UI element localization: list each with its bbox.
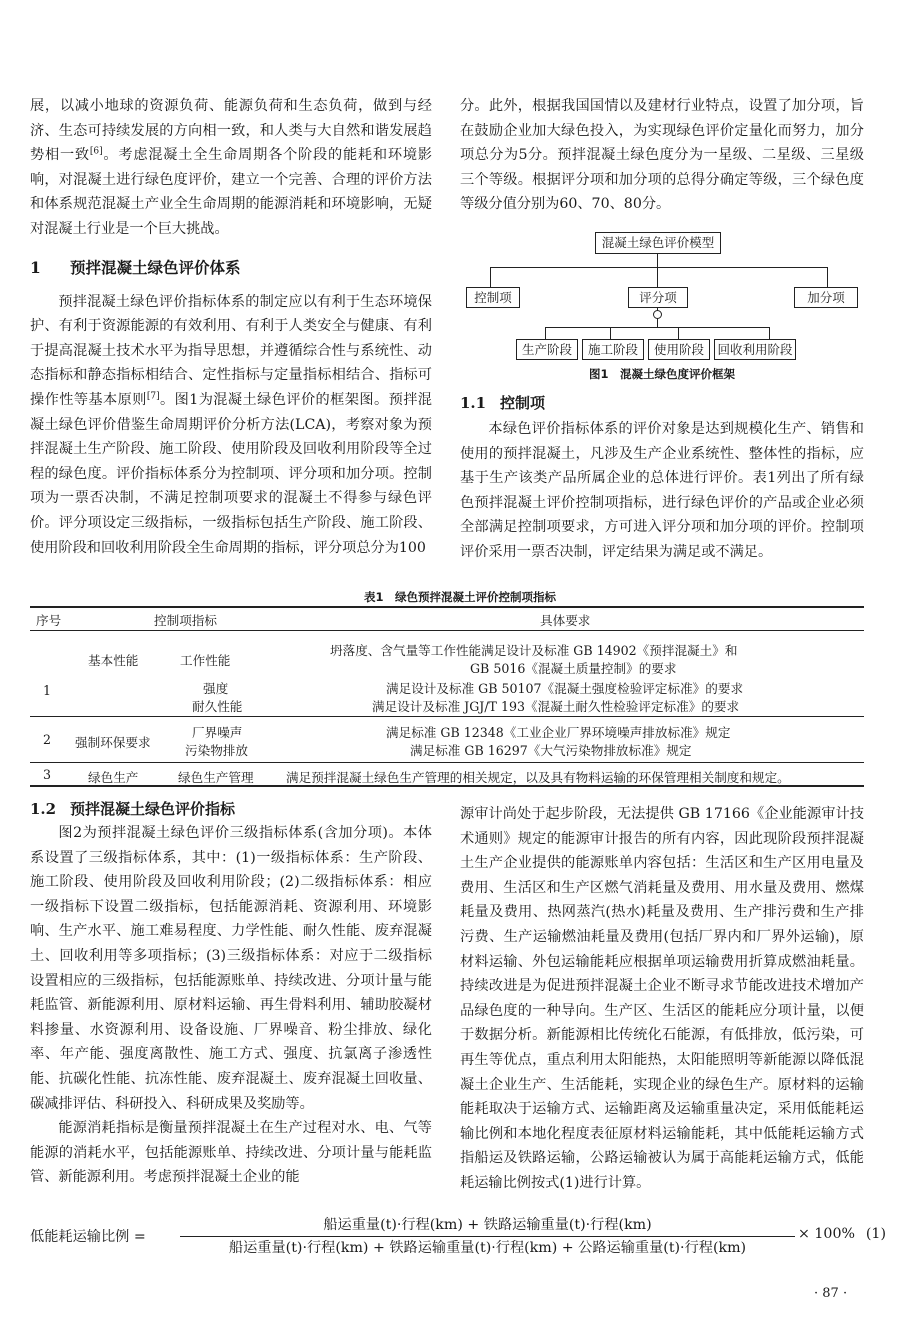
table-cell: 基本性能 <box>88 653 139 668</box>
diagram-node-stage: 施工阶段 <box>582 339 644 360</box>
diagram-node-control: 控制项 <box>466 287 520 308</box>
right-paragraph-2: 本绿色评价指标体系的评价对象是达到规模化生产、销售和使用的预拌混凝土，凡涉及生产企业系统性、整体性的指标，应基于生产该类产品所属企业的总体进行评价。表1列出了所有绿色预拌混凝土评价控制项指标，进行绿色评价的产品或企业必须全部满足控制项要求，方可进入评分项和加分项的评价。控制项评价采用一票否决制，评定结果为满足或不满足。 <box>460 421 864 560</box>
table-rule <box>30 762 864 763</box>
table-header: 控制项指标 <box>154 613 217 628</box>
table-cell: GB 5016《混凝土质量控制》的要求 <box>470 661 677 676</box>
subsection-heading: 1.2 预拌混凝土绿色评价指标 <box>30 800 236 818</box>
junction-node <box>653 310 662 319</box>
table-rule <box>30 630 864 631</box>
table-header: 具体要求 <box>540 613 591 628</box>
citation-ref: [6] <box>89 146 103 157</box>
section-heading: 1 预拌混凝土绿色评价体系 <box>30 257 241 277</box>
diagram-node-score: 评分项 <box>628 287 688 308</box>
connector <box>610 327 611 339</box>
connector <box>769 327 770 339</box>
table-cell: 满足设计及标准 JGJ/T 193《混凝土耐久性检验评定标准》的要求 <box>372 699 740 714</box>
diagram-node-model: 混凝土绿色评价模型 <box>595 232 721 254</box>
left-paragraph-1: 展，以减小地球的资源负荷、能源负荷和生态负荷，做到与经济、生态可持续发展的方向相一致，和人类与大自然和谐发展趋势相一致[6]。考虑混凝土全生命周期各个阶段的能耗和环境影响，对混凝土进行绿色度评价，建立一个完善、合理的评价方法和体系规范混凝土产业全生命周期的能源消耗和环境影响，无疑对混凝土行业是一个巨大挑战。 <box>30 98 432 237</box>
equation-multiplier: × 100% <box>798 1226 855 1242</box>
right-column-section-1-1 <box>460 392 864 565</box>
table-cell: 强制环保要求 <box>75 735 151 750</box>
diagram-node-stage: 使用阶段 <box>648 339 710 360</box>
connector <box>657 267 658 287</box>
table-rule <box>30 716 864 717</box>
left-paragraph-2: 预拌混凝土绿色评价指标体系的制定应以有利于生态环境保护、有利于资源能源的有效利用、有利于人类安全与健康、有利于提高混凝土技术水平为指导思想，并遵循综合性与系统性、动态指标和静态指标相结合、定性指标与定量指标相结合、指标可操作性等基本原则[7]。图1为混凝土绿色评价的框架图。预拌混凝土绿色评价借鉴生命周期评价分析方法(LCA)，考察对象为预拌混凝土生产阶段、施工阶段、使用阶段及回收利用阶段等全过程的绿色度。评价指标体系分为控制项、评分项和加分项。控制项为一票否决制，不满足控制项要求的混凝土不得参与绿色评价。评分项设定三级指标，一级指标包括生产阶段、施工阶段、使用阶段和回收利用阶段全生命周期的指标，评分项总分为100 <box>30 293 432 556</box>
table-cell: 满足设计及标准 GB 50107《混凝土强度检验评定标准》的要求 <box>386 681 744 696</box>
table-cell: 绿色生产 <box>88 770 139 785</box>
equation-numerator: 船运重量(t)·行程(km) + 铁路运输重量(t)·行程(km) <box>323 1217 652 1233</box>
right-column-top <box>460 94 864 217</box>
table-caption: 表1 绿色预拌混凝土评价控制项指标 <box>364 590 556 604</box>
table-cell: 3 <box>43 767 52 782</box>
diagram-node-bonus: 加分项 <box>794 287 858 308</box>
control-items-table <box>30 606 864 786</box>
table-cell: 坍落度、含气量等工作性能满足设计及标准 GB 14902《预拌混凝土》和 <box>330 643 738 658</box>
table-cell: 满足预拌混凝土绿色生产管理的相关规定，以及具有物料运输的环保管理相关制度和规定。 <box>286 770 790 785</box>
table-cell: 工作性能 <box>180 653 231 668</box>
table-cell: 强度 <box>203 681 229 696</box>
left-paragraph-3: 图2为预拌混凝土绿色评价三级指标体系(含加分项)。本体系设置了三级指标体系，其中：(1)一级指标体系：生产阶段、施工阶段、使用阶段及回收利用阶段；(2)二级指标体系：相应一级指标下设置二级指标，包括能源消耗、资源利用、环境影响、生产水平、施工难易程度、力学性能、耐久性能、废弃混凝土、回收利用等多项指标；(3)三级指标体系：对应于二级指标设置相应的三级指标，包括能源账单、持续改进、分项计量与能耗监管、新能源利用、原材料运输、再生骨料利用、辅助胶凝材料掺量、水资源利用、设备设施、厂界噪音、粉尘排放、绿化率、年产能、强度离散性、施工方式、强度、抗氯离子渗透性能、抗碳化性能、抗冻性能、废弃混凝土、废弃混凝土回收量、碳减排评估、科研投入、科研成果及奖励等。 <box>30 825 432 1112</box>
connector <box>657 253 658 267</box>
table-rule <box>30 785 864 787</box>
left-column-top <box>30 94 432 560</box>
equation-denominator: 船运重量(t)·行程(km) + 铁路运输重量(t)·行程(km) + 公路运输重量(t)·行程(km) <box>228 1240 747 1256</box>
equation-lhs: 低能耗运输比例 = <box>30 1229 146 1245</box>
connector <box>827 267 828 287</box>
diagram-node-stage: 生产阶段 <box>516 339 578 360</box>
connector <box>545 327 546 339</box>
right-paragraph-3: 源审计尚处于起步阶段，无法提供 GB 17166《企业能源审计技术通则》规定的能源审计报告的所有内容，因此现阶段预拌混凝土生产企业提供的能源账单内容包括：生活区和生产区用电量及费用、生活区和生产区燃气消耗量及费用、用水量及费用、燃煤耗量及费用、热网蒸汽(热水)耗量及费用、生产排污费和生产排污费、生产运输燃油耗量及费用(包括厂界内和厂界外运输)，原材料运输、外包运输能耗应根据单项运输费用折算成燃油耗量。持续改进是为促进预拌混凝土企业不断寻求节能改进技术增加产品绿色度的一种导向。生产区、生活区的能耗应分项计量，以便于数据分析。新能源相比传统化石能源，有低排放，低污染，可再生等优点，重点利用太阳能热，太阳能照明等新能源以降低混凝土企业生产、生活能耗，实现企业的绿色生产。原材料的运输能耗取决于运输方式、运输距离及运输重量决定，采用低能耗运输比例和本地化程度表征原材料运输能耗，其中低能耗运输方式指船运及铁路运输，公路运输被认为属于高能耗运输方式，低能耗运输比例按式(1)进行计算。 <box>460 806 864 1191</box>
connector <box>545 327 769 328</box>
left-paragraph-4: 能源消耗指标是衡量预拌混凝土在生产过程对水、电、气等能源的消耗水平，包括能源账单、持续改进、分项计量与能耗监管、新能源利用。考虑预拌混凝土企业的能 <box>30 1120 432 1186</box>
table-header: 序号 <box>36 613 62 628</box>
table-cell: 绿色生产管理 <box>178 770 254 785</box>
table-cell: 耐久性能 <box>192 699 243 714</box>
connector <box>490 267 827 268</box>
connector <box>678 327 679 339</box>
table-cell: 满足标准 GB 16297《大气污染物排放标准》规定 <box>410 743 692 758</box>
connector <box>490 267 491 287</box>
right-paragraph-1: 分。此外，根据我国国情以及建材行业特点，设置了加分项，旨在鼓励企业加大绿色投入，为实现绿色评价定量化而努力，加分项总分为5分。预拌混凝土绿色度分为一星级、二星级、三星级三个等级。根据评分项和加分项的总得分确定等级，三个绿色度等级分值分别为60、70、80分。 <box>460 98 864 213</box>
table-cell: 1 <box>43 683 52 698</box>
citation-ref: [7] <box>146 391 160 402</box>
table-cell: 满足标准 GB 12348《工业企业厂界环境噪声排放标准》规定 <box>386 725 731 740</box>
fraction-bar <box>180 1236 795 1237</box>
left-column-bottom <box>30 798 432 1190</box>
table-cell: 2 <box>43 732 52 747</box>
diagram-node-stage: 回收利用阶段 <box>714 339 796 360</box>
subsection-heading: 1.1 控制项 <box>460 394 546 412</box>
table-cell: 污染物排放 <box>185 743 248 758</box>
right-column-bottom <box>460 802 864 1196</box>
figure-caption: 图1 混凝土绿色度评价框架 <box>588 367 735 381</box>
equation-fraction <box>180 1215 795 1258</box>
equation-1 <box>30 1215 894 1259</box>
page-number: · 87 · <box>814 1286 848 1301</box>
equation-number: (1) <box>865 1226 886 1242</box>
table-cell: 厂界噪声 <box>192 725 243 740</box>
table-rule <box>30 606 864 608</box>
